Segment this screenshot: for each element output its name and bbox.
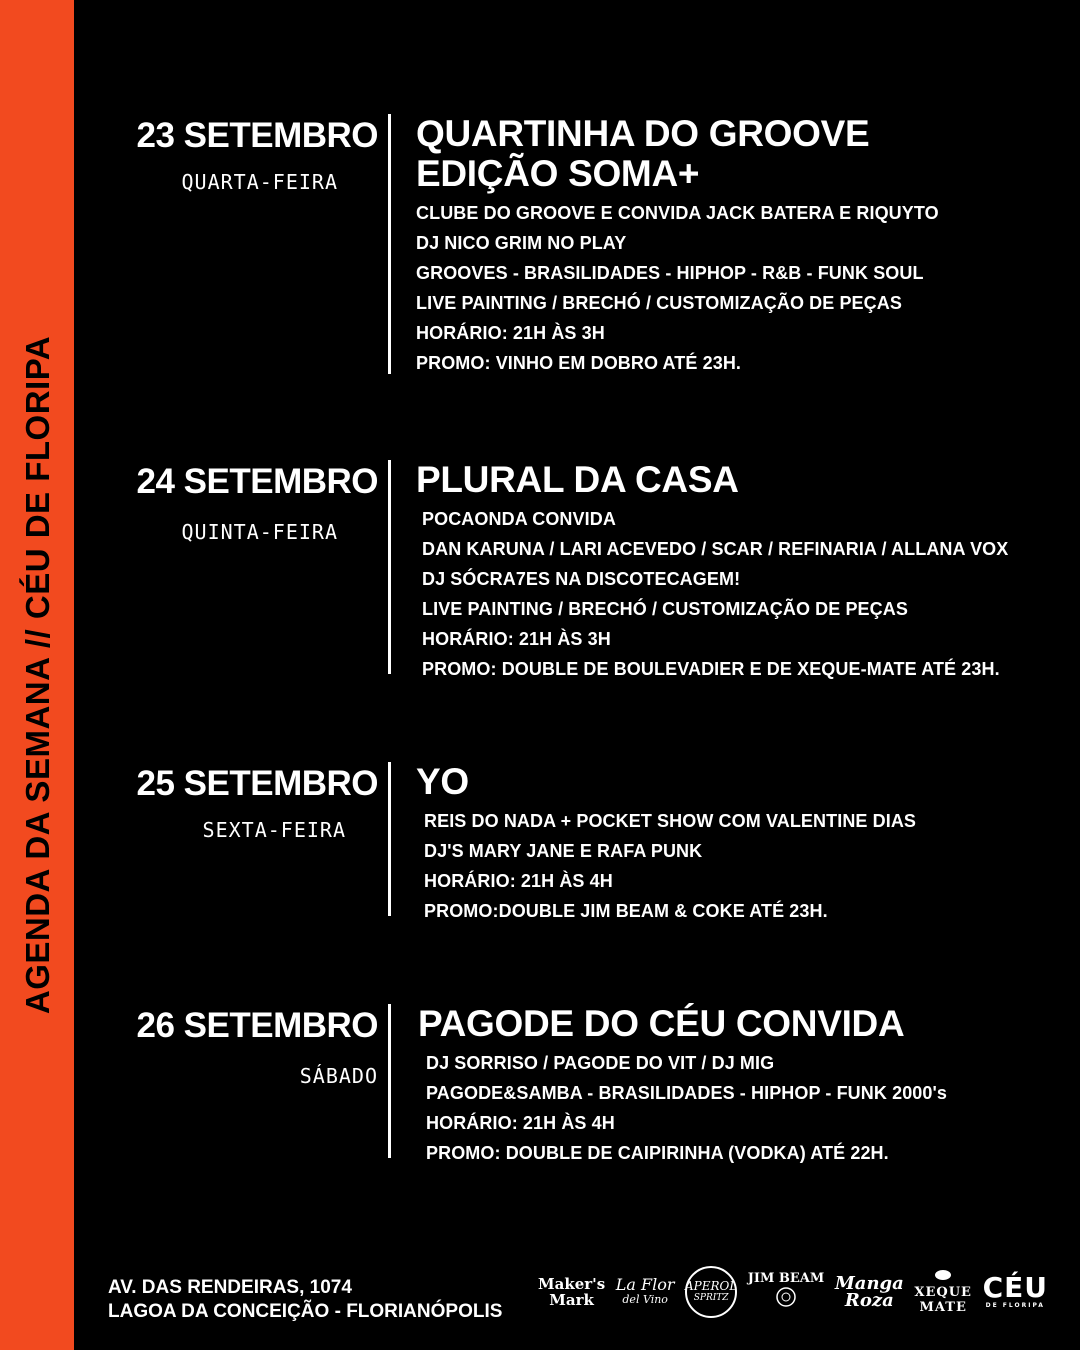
event-content — [416, 460, 1056, 684]
event-date: 23 SETEMBRO — [136, 116, 378, 155]
divider — [388, 762, 391, 916]
manga-roza-logo — [835, 1275, 904, 1309]
la-flor-logo — [616, 1277, 675, 1307]
event-detail-line: GROOVES - BRASILIDADES - HIPHOP - R&B - FUNK SOUL — [416, 263, 924, 283]
event-date-block — [110, 116, 378, 194]
jim-beam-text: JIM BEAM — [747, 1271, 825, 1286]
makers-mark-logo — [538, 1276, 605, 1308]
event-detail-line: PROMO:DOUBLE JIM BEAM & COKE ATÉ 23H. — [424, 901, 828, 921]
ceu-de-floripa-logo — [982, 1271, 1048, 1310]
side-label: AGENDA DA SEMANA // CÉU DE FLORIPA — [19, 335, 56, 1015]
la-flor-line: La Flor — [615, 1275, 675, 1294]
event-details — [422, 504, 1056, 684]
event-detail-line: DJ SORRISO / PAGODE DO VIT / DJ MIG — [426, 1053, 775, 1073]
event-detail-line: PAGODE&SAMBA - BRASILIDADES - HIPHOP - FUNK 2000's — [426, 1083, 948, 1103]
event-detail-line: LIVE PAINTING / BRECHÓ / CUSTOMIZAÇÃO DE PEÇAS — [422, 599, 908, 619]
event-detail-line: DJ NICO GRIM NO PLAY — [416, 233, 627, 253]
event-content — [416, 114, 1056, 378]
event-weekday: SEXTA-FEIRA — [202, 818, 346, 842]
xeque-mate-logo — [914, 1269, 972, 1315]
event-detail-line: REIS DO NADA + POCKET SHOW COM VALENTINE DIAS — [424, 811, 917, 831]
divider — [388, 1004, 391, 1158]
event-title-line: EDIÇÃO SOMA+ — [416, 153, 700, 194]
sponsor-logos — [538, 1262, 1048, 1322]
event-title-line: QUARTINHA DO GROOVE — [416, 113, 870, 154]
event-detail-line: HORÁRIO: 21H ÀS 3H — [416, 323, 605, 343]
manga-roza-line: Roza — [844, 1290, 894, 1311]
event-detail-line: HORÁRIO: 21H ÀS 4H — [426, 1113, 615, 1133]
event-3 — [110, 761, 1050, 921]
divider — [388, 114, 391, 374]
event-date: 24 SETEMBRO — [136, 462, 378, 501]
makers-mark-line: Maker's — [538, 1275, 606, 1293]
aperol-spritz-logo — [685, 1266, 737, 1318]
event-weekday: SÁBADO — [299, 1064, 378, 1088]
la-flor-line: del Vino — [622, 1293, 668, 1306]
makers-mark-line: Mark — [549, 1291, 594, 1309]
jim-beam-logo — [748, 1272, 825, 1312]
xeque-mate-line: XEQUE — [914, 1285, 972, 1300]
event-detail-line: DJ'S MARY JANE E RAFA PUNK — [424, 841, 703, 861]
xeque-mate-line: MATE — [919, 1300, 967, 1315]
event-date-block — [110, 764, 378, 842]
event-title-line: YO — [416, 761, 469, 802]
event-detail-line: HORÁRIO: 21H ÀS 3H — [422, 629, 611, 649]
event-date: 26 SETEMBRO — [136, 1006, 378, 1045]
side-bar — [0, 0, 74, 1350]
aperol-line: APEROL — [684, 1279, 738, 1293]
event-title-line: PLURAL DA CASA — [416, 459, 739, 500]
event-date-block — [110, 1006, 378, 1088]
event-detail-line: HORÁRIO: 21H ÀS 4H — [424, 871, 613, 891]
event-1 — [110, 114, 1050, 376]
event-detail-line: DJ SÓCRA7ES NA DISCOTECAGEM! — [422, 569, 741, 589]
venue-address — [108, 1276, 502, 1324]
event-2 — [110, 459, 1050, 679]
xeque-mate-crown-icon — [934, 1269, 952, 1281]
event-detail-line: POCAONDA CONVIDA — [422, 509, 616, 529]
address-street: AV. DAS RENDEIRAS, 1074 — [108, 1277, 352, 1298]
event-date-block — [110, 462, 378, 544]
event-title-line: PAGODE DO CÉU CONVIDA — [418, 1003, 905, 1044]
event-details — [424, 806, 1056, 926]
event-content — [416, 1004, 1056, 1168]
event-detail-line: DAN KARUNA / LARI ACEVEDO / SCAR / REFINARIA / ALLANA VOX — [422, 539, 1009, 559]
manga-roza-line: Manga — [834, 1273, 904, 1294]
event-date: 25 SETEMBRO — [136, 764, 378, 803]
event-details — [426, 1048, 1056, 1168]
event-detail-line: PROMO: DOUBLE DE CAIPIRINHA (VODKA) ATÉ 22H. — [426, 1143, 889, 1163]
event-detail-line: PROMO: VINHO EM DOBRO ATÉ 23H. — [416, 353, 742, 373]
ceu-logo-text: CÉU — [982, 1271, 1048, 1304]
address-city: LAGOA DA CONCEIÇÃO - FLORIANÓPOLIS — [108, 1301, 503, 1322]
jim-beam-seal-icon — [775, 1286, 797, 1308]
divider — [388, 460, 391, 674]
event-detail-line: PROMO: DOUBLE DE BOULEVADIER E DE XEQUE-MATE ATÉ 23H. — [422, 659, 1000, 679]
event-4 — [110, 1003, 1050, 1163]
aperol-line: SPRITZ — [693, 1293, 729, 1303]
event-weekday: QUARTA-FEIRA — [181, 170, 338, 194]
event-details — [416, 198, 1056, 378]
event-detail-line: LIVE PAINTING / BRECHÓ / CUSTOMIZAÇÃO DE PEÇAS — [416, 293, 902, 313]
event-content — [416, 762, 1056, 926]
event-detail-line: CLUBE DO GROOVE E CONVIDA JACK BATERA E RIQUYTO — [416, 203, 939, 223]
event-weekday: QUINTA-FEIRA — [181, 520, 338, 544]
ceu-logo-subtext: DE FLORIPA — [985, 1302, 1045, 1309]
